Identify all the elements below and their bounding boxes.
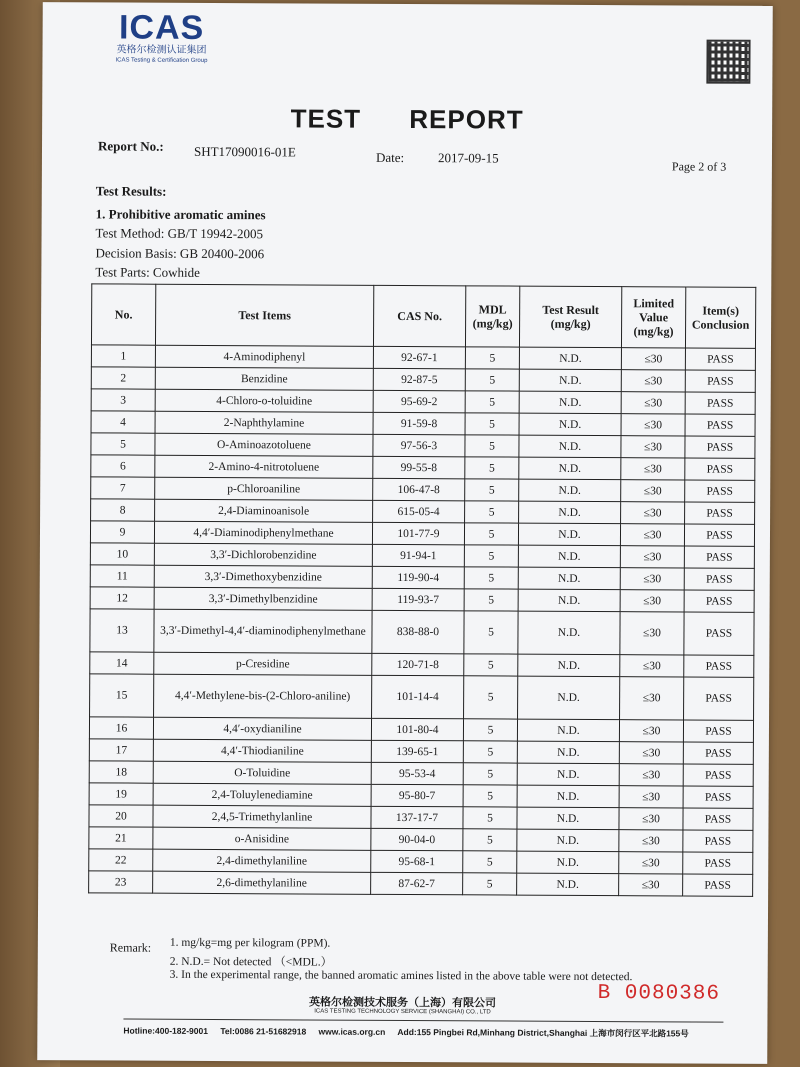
cell-limit: ≤30 xyxy=(620,524,684,546)
cell-mdl: 5 xyxy=(464,654,518,676)
cell-conclusion: PASS xyxy=(684,590,754,612)
cell-result: N.D. xyxy=(517,851,619,874)
cell-test-item: p-Chloroaniline xyxy=(155,477,373,500)
cell-no: 4 xyxy=(91,411,155,433)
section-heading: Test Results: xyxy=(95,183,167,199)
cell-conclusion: PASS xyxy=(684,568,754,590)
cell-mdl: 5 xyxy=(463,785,517,807)
cell-no: 23 xyxy=(89,871,153,893)
cell-result: N.D. xyxy=(517,785,619,808)
cell-conclusion: PASS xyxy=(683,852,753,874)
cell-conclusion: PASS xyxy=(685,414,755,436)
company-name-english: ICAS TESTING TECHNOLOGY SERVICE (SHANGHAI) CO., LTD xyxy=(314,1008,491,1016)
cell-conclusion: PASS xyxy=(684,524,754,546)
cell-result: N.D. xyxy=(519,479,621,502)
cell-limit: ≤30 xyxy=(620,590,684,612)
cell-limit: ≤30 xyxy=(619,742,683,764)
cell-no: 8 xyxy=(91,499,155,521)
cell-result: N.D. xyxy=(518,611,620,655)
cell-cas: 92-87-5 xyxy=(373,368,465,390)
cell-conclusion: PASS xyxy=(684,546,754,568)
cell-limit: ≤30 xyxy=(619,852,683,874)
cell-conclusion: PASS xyxy=(683,786,753,808)
cell-limit: ≤30 xyxy=(620,655,684,677)
cell-limit: ≤30 xyxy=(620,677,684,720)
cell-cas: 120-71-8 xyxy=(372,653,464,675)
cell-result: N.D. xyxy=(518,589,620,612)
cell-limit: ≤30 xyxy=(621,480,685,502)
cell-test-item: 3,3′-Dichlorobenzidine xyxy=(154,543,372,566)
cell-conclusion: PASS xyxy=(683,874,753,896)
cell-result: N.D. xyxy=(519,457,621,480)
cell-test-item: 2,6-dimethylaniline xyxy=(153,871,371,894)
cell-cas: 95-69-2 xyxy=(373,390,465,412)
logo-english-name: ICAS Testing & Certification Group xyxy=(115,57,208,64)
cell-test-item: 2-Naphthylamine xyxy=(155,411,373,434)
cell-test-item: 2,4,5-Trimethylanline xyxy=(153,805,371,828)
test-parts: Test Parts: Cowhide xyxy=(95,264,200,280)
table-row xyxy=(90,674,754,720)
cell-cas: 91-94-1 xyxy=(372,544,464,566)
cell-no: 1 xyxy=(91,345,155,367)
col-header-limit: Limited Value (mg/kg) xyxy=(621,287,685,348)
cell-test-item: 2,4-Toluylenediamine xyxy=(153,783,371,806)
cell-no: 6 xyxy=(91,455,155,477)
cell-result: N.D. xyxy=(519,369,621,392)
cell-cas: 119-93-7 xyxy=(372,588,464,610)
remark-label: Remark: xyxy=(109,940,152,955)
cell-no: 13 xyxy=(90,609,154,652)
cell-limit: ≤30 xyxy=(619,786,683,808)
page-title: TEST REPORT xyxy=(290,103,524,135)
cell-test-item: 2,4-Diaminoanisole xyxy=(155,499,373,522)
cell-mdl: 5 xyxy=(463,763,517,785)
cell-conclusion: PASS xyxy=(683,830,753,852)
cell-cas: 95-68-1 xyxy=(371,850,463,872)
cell-cas: 92-67-1 xyxy=(373,346,465,368)
table-header-row xyxy=(91,284,755,348)
cell-cas: 91-59-8 xyxy=(373,412,465,434)
cell-limit: ≤30 xyxy=(619,764,683,786)
cell-mdl: 5 xyxy=(464,567,518,589)
date-label: Date: xyxy=(375,149,405,165)
icas-logo xyxy=(106,10,216,65)
cell-cas: 101-14-4 xyxy=(372,675,464,718)
cell-cas: 90-04-0 xyxy=(371,828,463,850)
cell-conclusion: PASS xyxy=(683,742,753,764)
cell-cas: 137-17-7 xyxy=(371,806,463,828)
cell-cas: 95-80-7 xyxy=(371,784,463,806)
cell-no: 18 xyxy=(89,761,153,783)
cell-cas: 87-62-7 xyxy=(371,872,463,894)
date-value: 2017-09-15 xyxy=(437,150,499,166)
cell-conclusion: PASS xyxy=(683,720,753,742)
section-subheading: 1. Prohibitive aromatic amines xyxy=(95,206,266,223)
cell-conclusion: PASS xyxy=(685,392,755,414)
cell-no: 10 xyxy=(90,543,154,565)
cell-conclusion: PASS xyxy=(685,502,755,524)
cell-mdl: 5 xyxy=(465,435,519,457)
footer-tel: Tel:0086 21-51682918 xyxy=(220,1026,307,1037)
cell-conclusion: PASS xyxy=(685,436,755,458)
cell-no: 11 xyxy=(90,565,154,587)
remark-line-2: 2. N.D.= Not detected （<MDL.） xyxy=(169,955,333,969)
cell-mdl: 5 xyxy=(465,501,519,523)
cell-conclusion: PASS xyxy=(684,677,754,720)
remark-line-3: 3. In the experimental range, the banned aromatic amines listed in the above table were not detected. xyxy=(169,968,633,984)
cell-mdl: 5 xyxy=(464,676,518,719)
cell-no: 12 xyxy=(90,587,154,609)
cell-no: 20 xyxy=(89,805,153,827)
cell-no: 2 xyxy=(91,367,155,389)
cell-mdl: 5 xyxy=(465,391,519,413)
cell-no: 3 xyxy=(91,389,155,411)
cell-cas: 139-65-1 xyxy=(371,740,463,762)
cell-result: N.D. xyxy=(519,347,621,370)
cell-no: 19 xyxy=(89,783,153,805)
cell-result: N.D. xyxy=(517,829,619,852)
col-header-no: No. xyxy=(91,284,155,345)
cell-result: N.D. xyxy=(517,763,619,786)
cell-conclusion: PASS xyxy=(685,348,755,370)
cell-mdl: 5 xyxy=(465,479,519,501)
cell-no: 17 xyxy=(89,739,153,761)
decision-basis: Decision Basis: GB 20400-2006 xyxy=(95,245,265,262)
cell-limit: ≤30 xyxy=(621,392,685,414)
cell-test-item: o-Anisidine xyxy=(153,827,371,850)
cell-test-item: 4-Chloro-o-toluidine xyxy=(155,389,373,412)
cell-limit: ≤30 xyxy=(621,436,685,458)
logo-wordmark: ICAS xyxy=(118,8,205,47)
cell-mdl: 5 xyxy=(463,873,517,895)
cell-test-item: O-Toluidine xyxy=(153,761,371,784)
footer-address: Add:155 Pingbei Rd,Minhang District,Shanghai 上海市闵行区平北路155号 xyxy=(397,1026,689,1039)
col-header-result: Test Result (mg/kg) xyxy=(519,286,621,348)
cell-result: N.D. xyxy=(517,719,619,742)
cell-test-item: p-Cresidine xyxy=(154,652,372,675)
cell-limit: ≤30 xyxy=(620,612,684,655)
report-no-label: Report No.: xyxy=(97,138,164,154)
cell-cas: 97-56-3 xyxy=(373,434,465,456)
cell-mdl: 5 xyxy=(465,347,519,369)
footer-hotline: Hotline:400-182-9001 xyxy=(123,1025,208,1036)
table-row xyxy=(90,609,754,655)
cell-result: N.D. xyxy=(518,567,620,590)
cell-mdl: 5 xyxy=(465,369,519,391)
cell-test-item: 4,4′-Thiodianiline xyxy=(153,739,371,762)
cell-no: 22 xyxy=(89,849,153,871)
cell-no: 15 xyxy=(90,674,154,717)
cell-limit: ≤30 xyxy=(619,830,683,852)
cell-no: 14 xyxy=(90,652,154,674)
cell-limit: ≤30 xyxy=(621,502,685,524)
cell-test-item: O-Aminoazotoluene xyxy=(155,433,373,456)
footer-web: www.icas.org.cn xyxy=(318,1026,386,1037)
footer-divider xyxy=(123,1019,723,1023)
cell-conclusion: PASS xyxy=(685,458,755,480)
cell-result: N.D. xyxy=(519,435,621,458)
cell-conclusion: PASS xyxy=(683,764,753,786)
cell-test-item: 4-Aminodiphenyl xyxy=(155,345,373,368)
cell-no: 9 xyxy=(90,521,154,543)
cell-no: 16 xyxy=(89,717,153,739)
col-header-conclusion: Item(s) Conclusion xyxy=(685,287,755,348)
cell-result: N.D. xyxy=(519,413,621,436)
cell-mdl: 5 xyxy=(464,523,518,545)
cell-mdl: 5 xyxy=(465,457,519,479)
cell-limit: ≤30 xyxy=(619,874,683,896)
cell-mdl: 5 xyxy=(464,545,518,567)
col-header-cas: CAS No. xyxy=(373,285,465,346)
cell-conclusion: PASS xyxy=(684,612,754,655)
cell-cas: 101-80-4 xyxy=(371,718,463,740)
cell-test-item: Benzidine xyxy=(155,367,373,390)
cell-result: N.D. xyxy=(517,807,619,830)
cell-no: 21 xyxy=(89,827,153,849)
cell-mdl: 5 xyxy=(463,851,517,873)
cell-cas: 106-47-8 xyxy=(373,478,465,500)
cell-limit: ≤30 xyxy=(621,370,685,392)
cell-test-item: 4,4′-Diaminodiphenylmethane xyxy=(154,521,372,544)
results-table xyxy=(88,283,756,896)
cell-test-item: 2,4-dimethylaniline xyxy=(153,849,371,872)
serial-number: B 0080386 xyxy=(597,982,721,1006)
cell-limit: ≤30 xyxy=(619,720,683,742)
cell-limit: ≤30 xyxy=(620,546,684,568)
cell-limit: ≤30 xyxy=(621,458,685,480)
cell-cas: 615-05-4 xyxy=(373,500,465,522)
test-method: Test Method: GB/T 19942-2005 xyxy=(95,225,264,242)
cell-limit: ≤30 xyxy=(621,414,685,436)
cell-conclusion: PASS xyxy=(685,480,755,502)
footer-contact xyxy=(123,1025,723,1040)
cell-no: 7 xyxy=(91,477,155,499)
cell-test-item: 3,3′-Dimethylbenzidine xyxy=(154,587,372,610)
cell-result: N.D. xyxy=(518,676,620,720)
col-header-mdl: MDL (mg/kg) xyxy=(465,286,519,347)
qr-code-icon xyxy=(706,40,750,84)
remark-line-1: 1. mg/kg=mg per kilogram (PPM). xyxy=(169,936,331,950)
cell-test-item: 2-Amino-4-nitrotoluene xyxy=(155,455,373,478)
cell-conclusion: PASS xyxy=(683,808,753,830)
logo-chinese-name: 英格尔检测认证集团 xyxy=(116,44,207,56)
cell-limit: ≤30 xyxy=(621,348,685,370)
cell-conclusion: PASS xyxy=(685,370,755,392)
cell-result: N.D. xyxy=(519,501,621,524)
cell-mdl: 5 xyxy=(465,413,519,435)
cell-mdl: 5 xyxy=(463,829,517,851)
cell-cas: 119-90-4 xyxy=(372,566,464,588)
cell-no: 5 xyxy=(91,433,155,455)
report-no-value: SHT17090016-01E xyxy=(193,143,296,160)
cell-mdl: 5 xyxy=(464,589,518,611)
cell-test-item: 3,3′-Dimethyl-4,4′-diaminodiphenylmethane xyxy=(154,609,372,653)
cell-cas: 838-88-0 xyxy=(372,610,464,653)
cell-conclusion: PASS xyxy=(684,655,754,677)
report-page xyxy=(37,2,773,1064)
cell-mdl: 5 xyxy=(463,719,517,741)
table-row xyxy=(89,871,753,896)
page-number: Page 2 of 3 xyxy=(671,159,727,174)
cell-limit: ≤30 xyxy=(619,808,683,830)
cell-mdl: 5 xyxy=(464,611,518,654)
cell-mdl: 5 xyxy=(463,807,517,829)
cell-test-item: 3,3′-Dimethoxybenzidine xyxy=(154,565,372,588)
col-header-test-items: Test Items xyxy=(155,284,373,346)
cell-result: N.D. xyxy=(518,654,620,677)
cell-test-item: 4,4′-Methylene-bis-(2-Chloro-aniline) xyxy=(154,674,372,718)
cell-limit: ≤30 xyxy=(620,568,684,590)
cell-cas: 95-53-4 xyxy=(371,762,463,784)
cell-cas: 99-55-8 xyxy=(373,456,465,478)
cell-test-item: 4,4′-oxydianiline xyxy=(153,717,371,740)
cell-result: N.D. xyxy=(519,391,621,414)
cell-result: N.D. xyxy=(518,545,620,568)
cell-result: N.D. xyxy=(518,523,620,546)
cell-result: N.D. xyxy=(517,873,619,896)
company-name-chinese: 英格尔检测技术服务（上海）有限公司 xyxy=(309,995,497,1010)
cell-mdl: 5 xyxy=(463,741,517,763)
cell-cas: 101-77-9 xyxy=(372,522,464,544)
cell-result: N.D. xyxy=(517,741,619,764)
